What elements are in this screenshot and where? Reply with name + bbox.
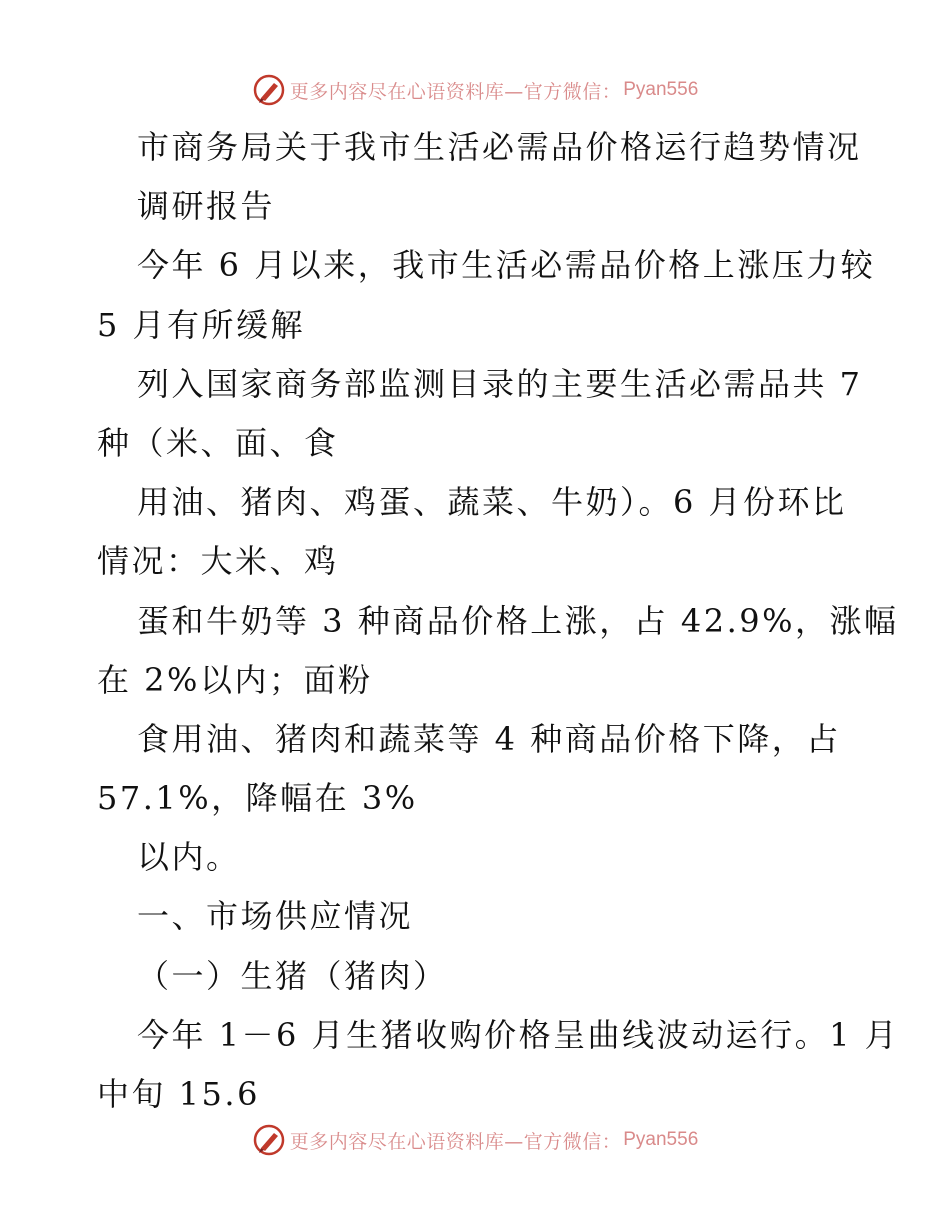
text-line: 今年 6 月以来，我市生活必需品价格上涨压力较: [137, 246, 876, 285]
text-line: 种（米、面、食: [97, 423, 339, 462]
watermark-wechat-id: Pyan556: [623, 1129, 699, 1150]
text-line: 用油、猪肉、鸡蛋、蔬菜、牛奶）。6 月份环比: [137, 483, 847, 522]
watermark-wechat-id: Pyan556: [623, 79, 699, 100]
watermark-text: 更多内容尽在心语资料库—官方微信：: [289, 1130, 622, 1153]
watermark-header: [0, 70, 950, 110]
document-body: [97, 118, 900, 1124]
pen-logo-icon: [252, 1123, 286, 1157]
text-line: 情况：大米、鸡: [97, 542, 339, 581]
text-line: 列入国家商务部监测目录的主要生活必需品共 7: [137, 364, 863, 403]
text-line: 一、市场供应情况: [137, 897, 414, 936]
text-line: 调研报告: [137, 187, 276, 226]
text-line: 市商务局关于我市生活必需品价格运行趋势情况: [137, 128, 862, 166]
text-line: 5 月有所缓解: [97, 305, 306, 344]
text-line: 蛋和牛奶等 3 种商品价格上涨，占 42.9%，涨幅: [137, 601, 899, 640]
pen-logo-icon: [252, 73, 286, 107]
text-line: 57.1%，降幅在 3%: [97, 779, 418, 818]
text-line: （一）生猪（猪肉）: [137, 956, 448, 995]
watermark-footer: [0, 1120, 950, 1160]
watermark-text: 更多内容尽在心语资料库—官方微信：: [289, 80, 622, 103]
text-line: 今年 1－6 月生猪收购价格呈曲线波动运行。1 月: [137, 1015, 900, 1054]
text-line: 食用油、猪肉和蔬菜等 4 种商品价格下降，占: [137, 719, 841, 758]
text-line: 在 2%以内；面粉: [97, 660, 373, 699]
text-line: 中旬 15.6: [97, 1075, 260, 1113]
text-line: 以内。: [137, 838, 241, 877]
